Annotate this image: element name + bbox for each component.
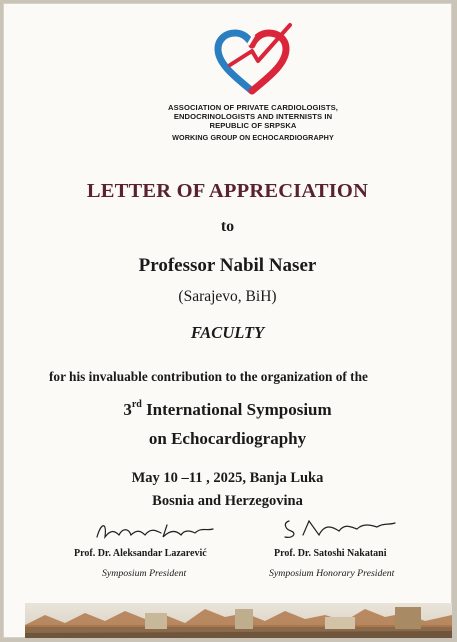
recipient-name: Professor Nabil Naser [138,255,317,276]
recipient-location: (Sarajevo, BiH) [178,288,277,305]
symposium-title-line-2: on Echocardiography [148,429,307,448]
signature-left [85,515,225,545]
right-signatory-name: Prof. Dr. Satoshi Nakatani [274,548,387,559]
event-date-place: May 10 –11 , 2025, Banja Luka [131,470,324,486]
left-signatory-name: Prof. Dr. Aleksandar Lazarević [74,548,207,559]
working-group-line: WORKING GROUP ON ECHOCARDIOGRAPHY [172,133,334,142]
left-signatory-role: Symposium President [102,568,187,579]
event-country: Bosnia and Herzegovina [152,493,303,509]
heart-logo-icon [208,21,298,97]
organization-line-1: ASSOCIATION OF PRIVATE CARDIOLOGISTS, [168,103,338,112]
ordinal-suffix: rd [131,399,142,410]
symposium-name: International Symposium [146,400,332,419]
symposium-title-line-1 [3,400,452,420]
footer-photo-strip [25,603,452,638]
letter-title: LETTER OF APPRECIATION [86,180,369,202]
organization-line-2: ENDOCRINOLOGISTS AND INTERNISTS IN [173,112,333,121]
signature-right [279,513,399,543]
ordinal-number: 3 [123,400,132,419]
right-signatory-role: Symposium Honorary President [269,568,395,579]
organization-line-3: REPUBLIC OF SRPSKA [209,121,297,130]
recipient-role: FACULTY [190,323,265,342]
to-label: to [220,218,235,235]
contribution-text: for his invaluable contribution to the organization of the [49,369,368,384]
certificate-sheet [3,3,452,638]
